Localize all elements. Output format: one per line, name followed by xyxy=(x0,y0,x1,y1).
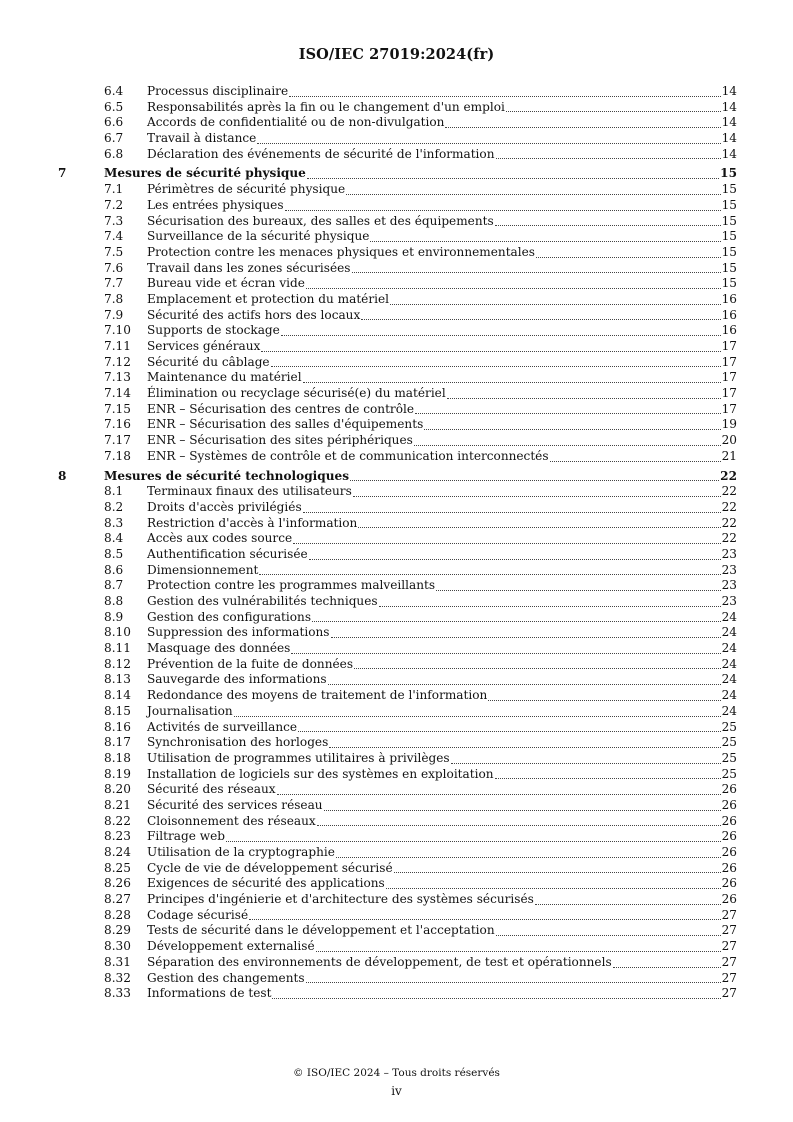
toc-entry-title: Responsabilités après la fin ou le changement d'un emploi xyxy=(147,99,505,114)
dot-leader xyxy=(414,444,721,446)
toc-entry-title: Travail dans les zones sécurisées xyxy=(147,260,351,275)
dot-leader xyxy=(257,142,720,144)
toc-entry-number: 8.5 xyxy=(104,546,124,561)
toc-entry-page: 17 xyxy=(721,386,737,401)
toc-entry-number: 8.7 xyxy=(104,578,124,593)
toc-entry-title: Codage sécurisé xyxy=(147,907,249,922)
toc-entry-title: Gestion des vulnérabilités techniques xyxy=(147,594,378,608)
dot-leader xyxy=(336,856,721,858)
dot-leader xyxy=(234,715,721,717)
toc-entry-page: 17 xyxy=(721,339,737,353)
toc-entry-title: ENR – Sécurisation des centres de contrôle xyxy=(147,401,415,416)
toc-entry-title: Terminaux finaux des utilisateurs xyxy=(147,484,352,499)
dot-leader xyxy=(324,809,721,811)
toc-entry-page: 26 xyxy=(721,845,737,859)
toc-entry-page: 27 xyxy=(721,970,737,985)
toc-entry-number: 8.25 xyxy=(104,860,131,875)
toc-entry[interactable] xyxy=(0,339,793,355)
toc-entry-title: ENR – Sécurisation des sites périphériques xyxy=(147,433,413,448)
toc-entry-page: 24 xyxy=(721,609,737,624)
toc-entry-number: 7.5 xyxy=(104,244,124,259)
toc-entry[interactable] xyxy=(0,578,793,594)
toc-entry[interactable] xyxy=(0,861,793,877)
toc-entry-number: 8.1 xyxy=(104,484,124,499)
toc-entry-number: 8.8 xyxy=(104,594,124,608)
toc-entry-title: Sécurité du câblage xyxy=(147,354,270,369)
toc-entry-title: Sécurité des réseaux xyxy=(147,782,276,797)
toc-entry-number: 8.2 xyxy=(104,499,124,514)
toc-entry-title: Prévention de la fuite de données xyxy=(147,656,354,671)
toc-entry[interactable] xyxy=(0,245,793,261)
toc-entry-number: 7.15 xyxy=(104,401,131,416)
toc-entry-title: Accords de confidentialité ou de non-divulgation xyxy=(147,115,445,130)
toc-entry-number: 8.32 xyxy=(104,970,131,985)
dot-leader xyxy=(488,699,720,701)
toc-entry-page: 27 xyxy=(721,907,737,922)
dot-leader xyxy=(309,558,721,560)
toc-entry-number: 7.12 xyxy=(104,354,131,369)
toc-entry[interactable] xyxy=(0,402,793,418)
toc-entry-title: Accès aux codes source xyxy=(147,531,293,546)
dot-leader xyxy=(350,479,719,481)
toc-entry-page: 14 xyxy=(721,146,737,161)
toc-entry[interactable] xyxy=(0,735,793,751)
toc-entry-page: 15 xyxy=(721,276,737,291)
toc-entry-title: ENR – Systèmes de contrôle et de communication interconnectés xyxy=(147,448,549,463)
dot-leader xyxy=(506,110,721,112)
toc-entry-title: Processus disciplinaire xyxy=(147,84,289,98)
dot-leader xyxy=(390,303,721,305)
dot-leader xyxy=(447,397,721,399)
toc-entry-number: 7.17 xyxy=(104,433,131,448)
dot-leader xyxy=(361,318,720,320)
toc-entry-title: Protection contre les programmes malveillants xyxy=(147,578,436,593)
toc-entry[interactable] xyxy=(0,845,793,861)
dot-leader xyxy=(307,177,719,179)
toc-entry-title: Déclaration des événements de sécurité de l'information xyxy=(147,146,495,161)
toc-entry-title: Journalisation xyxy=(147,703,233,718)
toc-entry-number: 8.29 xyxy=(104,923,131,938)
toc-entry-page: 23 xyxy=(721,578,737,593)
toc-entry[interactable] xyxy=(0,704,793,720)
dot-leader xyxy=(495,224,721,226)
toc-entry-page: 14 xyxy=(721,115,737,130)
toc-entry-title: Sécurisation des bureaux, des salles et des équipements xyxy=(147,213,494,228)
toc-entry[interactable] xyxy=(0,782,793,798)
dot-leader xyxy=(394,871,721,873)
dot-leader xyxy=(226,840,721,842)
toc-entry[interactable] xyxy=(0,625,793,641)
toc-entry-page: 26 xyxy=(721,876,737,891)
toc-entry-title: Cycle de vie de développement sécurisé xyxy=(147,860,393,875)
toc-entry[interactable] xyxy=(0,547,793,563)
dot-leader xyxy=(281,334,721,336)
toc-entry-number: 8.4 xyxy=(104,531,124,546)
toc-entry-number: 8.16 xyxy=(104,719,131,734)
toc-entry-number: 8.28 xyxy=(104,907,131,922)
toc-entry-title: Authentification sécurisée xyxy=(147,546,308,561)
toc-entry-title: Sécurité des services réseau xyxy=(147,797,323,812)
toc-entry-page: 23 xyxy=(721,594,737,608)
toc-entry-title: Périmètres de sécurité physique xyxy=(147,182,346,197)
dot-leader xyxy=(415,412,721,414)
toc-entry-number: 8.30 xyxy=(104,939,131,954)
page-number: iv xyxy=(391,1084,402,1098)
toc-entry-number: 7.9 xyxy=(104,307,124,322)
dot-leader xyxy=(316,950,721,952)
toc-entry[interactable] xyxy=(0,955,793,971)
dot-leader xyxy=(285,209,721,211)
toc-entry[interactable] xyxy=(0,798,793,814)
toc-entry-page: 16 xyxy=(721,323,737,338)
toc-entry-title: Supports de stockage xyxy=(147,323,280,338)
toc-entry-title: Activités de surveillance xyxy=(147,719,298,734)
toc-entry[interactable] xyxy=(0,484,793,500)
toc-entry-title: Utilisation de la cryptographie xyxy=(147,845,335,859)
toc-entry-page: 26 xyxy=(721,860,737,875)
dot-leader xyxy=(289,95,720,97)
toc-entry-title: Emplacement et protection du matériel xyxy=(147,291,390,306)
toc-entry[interactable] xyxy=(0,641,793,657)
toc-entry[interactable] xyxy=(0,147,793,163)
toc-entry-number: 7 xyxy=(58,166,67,181)
toc-entry[interactable] xyxy=(0,355,793,371)
toc-entry-number: 8.12 xyxy=(104,656,131,671)
dot-leader xyxy=(259,573,720,575)
dot-leader xyxy=(272,997,720,999)
toc-entry-page: 15 xyxy=(721,260,737,275)
toc-entry-title: Informations de test xyxy=(147,986,272,1001)
toc-entry-title: Restriction d'accès à l'information xyxy=(147,515,358,530)
toc-entry[interactable] xyxy=(0,672,793,688)
toc-entry-page: 14 xyxy=(721,131,737,146)
toc-entry[interactable] xyxy=(0,323,793,339)
toc-entry[interactable] xyxy=(0,115,793,131)
toc-entry[interactable] xyxy=(0,939,793,955)
dot-leader xyxy=(271,365,721,367)
toc-chapter-entry[interactable] xyxy=(0,469,793,485)
toc-entry-page: 26 xyxy=(721,797,737,812)
toc-entry[interactable] xyxy=(0,829,793,845)
toc-entry-number: 6.6 xyxy=(104,115,124,130)
toc-entry-number: 8.10 xyxy=(104,625,131,640)
dot-leader xyxy=(277,793,721,795)
toc-entry[interactable] xyxy=(0,261,793,277)
toc-entry[interactable] xyxy=(0,100,793,116)
dot-leader xyxy=(331,636,721,638)
toc-entry-page: 25 xyxy=(721,735,737,750)
toc-entry-title: Les entrées physiques xyxy=(147,197,284,212)
toc-entry-page: 15 xyxy=(721,229,737,244)
toc-entry-number: 8.15 xyxy=(104,703,131,718)
toc-entry-page: 17 xyxy=(721,370,737,385)
dot-leader xyxy=(306,981,721,983)
toc-entry[interactable] xyxy=(0,531,793,547)
toc-entry-page: 22 xyxy=(721,484,737,499)
dot-leader xyxy=(496,157,721,159)
toc-entry[interactable] xyxy=(0,563,793,579)
toc-entry[interactable] xyxy=(0,84,793,100)
toc-entry-title: Masquage des données xyxy=(147,641,291,656)
dot-leader xyxy=(303,511,721,513)
toc-entry-title: Élimination ou recyclage sécurisé(e) du matériel xyxy=(147,386,446,401)
toc-entry-number: 8.3 xyxy=(104,515,124,530)
toc-entry-page: 17 xyxy=(721,354,737,369)
dot-leader xyxy=(303,381,721,383)
toc-entry-number: 8.13 xyxy=(104,672,131,687)
toc-entry-page: 14 xyxy=(721,84,737,98)
table-of-contents xyxy=(0,84,793,1002)
toc-entry[interactable] xyxy=(0,594,793,610)
toc-entry[interactable] xyxy=(0,892,793,908)
toc-entry[interactable] xyxy=(0,720,793,736)
toc-entry[interactable] xyxy=(0,767,793,783)
dot-leader xyxy=(436,589,721,591)
toc-entry-page: 20 xyxy=(721,433,737,448)
toc-entry-title: Exigences de sécurité des applications xyxy=(147,876,385,891)
toc-entry[interactable] xyxy=(0,751,793,767)
toc-entry-title: Surveillance de la sécurité physique xyxy=(147,229,370,244)
dot-leader xyxy=(291,652,720,654)
toc-entry[interactable] xyxy=(0,198,793,214)
dot-leader xyxy=(495,777,721,779)
toc-entry-number: 6.8 xyxy=(104,146,124,161)
toc-entry-page: 25 xyxy=(721,750,737,765)
dot-leader xyxy=(386,887,721,889)
toc-entry-title: Mesures de sécurité technologiques xyxy=(104,468,350,483)
dot-leader xyxy=(293,542,720,544)
toc-entry-number: 8.26 xyxy=(104,876,131,891)
toc-entry-title: ENR – Sécurisation des salles d'équipements xyxy=(147,417,424,432)
dot-leader xyxy=(496,934,721,936)
toc-entry[interactable] xyxy=(0,986,793,1002)
toc-entry-title: Principes d'ingénierie et d'architecture des systèmes sécurisés xyxy=(147,892,534,907)
toc-entry-title: Suppression des informations xyxy=(147,625,330,640)
toc-entry-page: 24 xyxy=(721,672,737,687)
toc-entry-number: 8.9 xyxy=(104,609,124,624)
dot-leader xyxy=(451,762,721,764)
toc-entry[interactable] xyxy=(0,433,793,449)
document-header: ISO/IEC 27019:2024(fr) xyxy=(298,46,495,63)
dot-leader xyxy=(358,526,720,528)
toc-entry-number: 7.1 xyxy=(104,182,124,197)
toc-entry-title: Sauvegarde des informations xyxy=(147,672,327,687)
toc-entry-number: 8.17 xyxy=(104,735,131,750)
toc-entry-title: Bureau vide et écran vide xyxy=(147,276,305,291)
toc-entry-page: 27 xyxy=(721,986,737,1001)
dot-leader xyxy=(424,428,720,430)
toc-entry-page: 15 xyxy=(721,244,737,259)
toc-entry-page: 19 xyxy=(721,417,737,432)
toc-entry-page: 24 xyxy=(721,641,737,656)
toc-entry-page: 27 xyxy=(721,954,737,969)
toc-entry-title: Gestion des configurations xyxy=(147,609,312,624)
toc-entry-number: 7.14 xyxy=(104,386,131,401)
toc-entry[interactable] xyxy=(0,417,793,433)
dot-leader xyxy=(328,683,721,685)
toc-entry-page: 22 xyxy=(721,499,737,514)
toc-entry[interactable] xyxy=(0,386,793,402)
toc-entry-page: 15 xyxy=(720,166,737,181)
toc-entry-page: 27 xyxy=(721,939,737,954)
toc-entry-page: 25 xyxy=(721,766,737,781)
toc-entry-number: 8.21 xyxy=(104,797,131,812)
toc-entry-page: 24 xyxy=(721,688,737,703)
toc-entry-page: 24 xyxy=(721,656,737,671)
toc-entry[interactable] xyxy=(0,971,793,987)
toc-entry-page: 26 xyxy=(721,829,737,844)
toc-entry-page: 26 xyxy=(721,813,737,828)
toc-entry-title: Droits d'accès privilégiés xyxy=(147,499,302,514)
toc-entry-number: 8.22 xyxy=(104,813,131,828)
copyright-notice: © ISO/IEC 2024 – Tous droits réservés xyxy=(293,1067,500,1079)
dot-leader xyxy=(312,620,721,622)
toc-chapter-entry[interactable] xyxy=(0,166,793,182)
dot-leader xyxy=(354,667,721,669)
toc-entry-title: Protection contre les menaces physiques et environnementales xyxy=(147,244,535,259)
toc-entry-page: 15 xyxy=(721,182,737,197)
toc-entry-number: 7.7 xyxy=(104,276,124,291)
toc-entry[interactable] xyxy=(0,923,793,939)
dot-leader xyxy=(298,730,721,732)
toc-entry-page: 14 xyxy=(721,99,737,114)
toc-entry-page: 26 xyxy=(721,782,737,797)
toc-entry-title: Utilisation de programmes utilitaires à privilèges xyxy=(147,750,450,765)
toc-entry-title: Filtrage web xyxy=(147,829,225,844)
toc-entry-page: 22 xyxy=(720,468,737,483)
toc-entry-number: 6.7 xyxy=(104,131,124,146)
toc-entry[interactable] xyxy=(0,500,793,516)
toc-entry-number: 8.18 xyxy=(104,750,131,765)
toc-entry[interactable] xyxy=(0,876,793,892)
toc-entry-number: 8.20 xyxy=(104,782,131,797)
toc-entry-number: 7.2 xyxy=(104,197,124,212)
toc-entry[interactable] xyxy=(0,276,793,292)
dot-leader xyxy=(329,746,720,748)
toc-entry-page: 16 xyxy=(721,291,737,306)
toc-entry-number: 8.33 xyxy=(104,986,131,1001)
dot-leader xyxy=(379,605,721,607)
toc-entry-number: 7.8 xyxy=(104,291,124,306)
dot-leader xyxy=(370,240,720,242)
dot-leader xyxy=(346,193,720,195)
toc-entry-title: Maintenance du matériel xyxy=(147,370,302,385)
dot-leader xyxy=(353,495,721,497)
toc-entry-number: 8.14 xyxy=(104,688,131,703)
toc-entry-title: Dimensionnement xyxy=(147,562,259,577)
toc-entry-title: Sécurité des actifs hors des locaux xyxy=(147,307,361,322)
toc-entry-number: 8.19 xyxy=(104,766,131,781)
toc-entry[interactable] xyxy=(0,214,793,230)
toc-entry[interactable] xyxy=(0,657,793,673)
toc-entry-number: 8.31 xyxy=(104,954,131,969)
toc-entry[interactable] xyxy=(0,308,793,324)
toc-entry-page: 27 xyxy=(721,923,737,938)
toc-entry-title: Travail à distance xyxy=(147,131,257,146)
toc-entry-number: 8.24 xyxy=(104,845,131,859)
toc-entry-title: Installation de logiciels sur des systèmes en exploitation xyxy=(147,766,494,781)
toc-entry-title: Synchronisation des horloges xyxy=(147,735,329,750)
dot-leader xyxy=(613,966,721,968)
toc-entry-number: 6.5 xyxy=(104,99,124,114)
toc-entry-page: 26 xyxy=(721,892,737,907)
toc-entry-number: 8.27 xyxy=(104,892,131,907)
toc-entry[interactable] xyxy=(0,292,793,308)
toc-entry-page: 23 xyxy=(721,546,737,561)
toc-entry-page: 21 xyxy=(721,448,737,463)
dot-leader xyxy=(550,460,721,462)
toc-entry-title: Mesures de sécurité physique xyxy=(104,166,306,181)
toc-entry-page: 22 xyxy=(721,515,737,530)
toc-entry-title: Services généraux xyxy=(147,339,261,353)
dot-leader xyxy=(352,271,721,273)
dot-leader xyxy=(445,126,720,128)
toc-entry-page: 23 xyxy=(721,562,737,577)
toc-entry[interactable] xyxy=(0,814,793,830)
toc-entry-number: 8.11 xyxy=(104,641,131,656)
toc-entry-page: 25 xyxy=(721,719,737,734)
toc-entry-number: 6.4 xyxy=(104,84,124,98)
toc-entry-page: 24 xyxy=(721,625,737,640)
toc-entry[interactable] xyxy=(0,229,793,245)
toc-entry[interactable] xyxy=(0,370,793,386)
toc-entry-title: Développement externalisé xyxy=(147,939,315,954)
toc-entry-title: Gestion des changements xyxy=(147,970,305,985)
toc-entry-title: Séparation des environnements de développement, de test et opérationnels xyxy=(147,954,612,969)
toc-entry[interactable] xyxy=(0,688,793,704)
dot-leader xyxy=(317,824,721,826)
toc-entry-page: 24 xyxy=(721,703,737,718)
toc-entry-number: 7.16 xyxy=(104,417,131,432)
dot-leader xyxy=(261,350,720,352)
toc-entry-title: Redondance des moyens de traitement de l'information xyxy=(147,688,488,703)
toc-entry-number: 7.4 xyxy=(104,229,124,244)
toc-entry-number: 7.10 xyxy=(104,323,131,338)
toc-entry[interactable] xyxy=(0,610,793,626)
toc-entry[interactable] xyxy=(0,449,793,465)
toc-entry[interactable] xyxy=(0,182,793,198)
toc-entry-number: 7.3 xyxy=(104,213,124,228)
toc-entry-title: Cloisonnement des réseaux xyxy=(147,813,316,828)
toc-entry-number: 7.18 xyxy=(104,448,131,463)
toc-entry-number: 8.6 xyxy=(104,562,124,577)
toc-entry-number: 8 xyxy=(58,468,67,483)
toc-entry[interactable] xyxy=(0,131,793,147)
toc-entry-page: 17 xyxy=(721,401,737,416)
dot-leader xyxy=(536,256,721,258)
toc-entry[interactable] xyxy=(0,908,793,924)
toc-entry-number: 7.11 xyxy=(104,339,131,353)
toc-entry-page: 15 xyxy=(721,213,737,228)
toc-entry-page: 15 xyxy=(721,197,737,212)
dot-leader xyxy=(306,287,721,289)
toc-entry-title: Tests de sécurité dans le développement et l'acceptation xyxy=(147,923,495,938)
toc-entry-page: 22 xyxy=(721,531,737,546)
toc-entry-page: 16 xyxy=(721,307,737,322)
dot-leader xyxy=(249,918,720,920)
toc-entry-number: 8.23 xyxy=(104,829,131,844)
toc-entry[interactable] xyxy=(0,516,793,532)
dot-leader xyxy=(535,903,721,905)
toc-entry-number: 7.13 xyxy=(104,370,131,385)
toc-entry-number: 7.6 xyxy=(104,260,124,275)
